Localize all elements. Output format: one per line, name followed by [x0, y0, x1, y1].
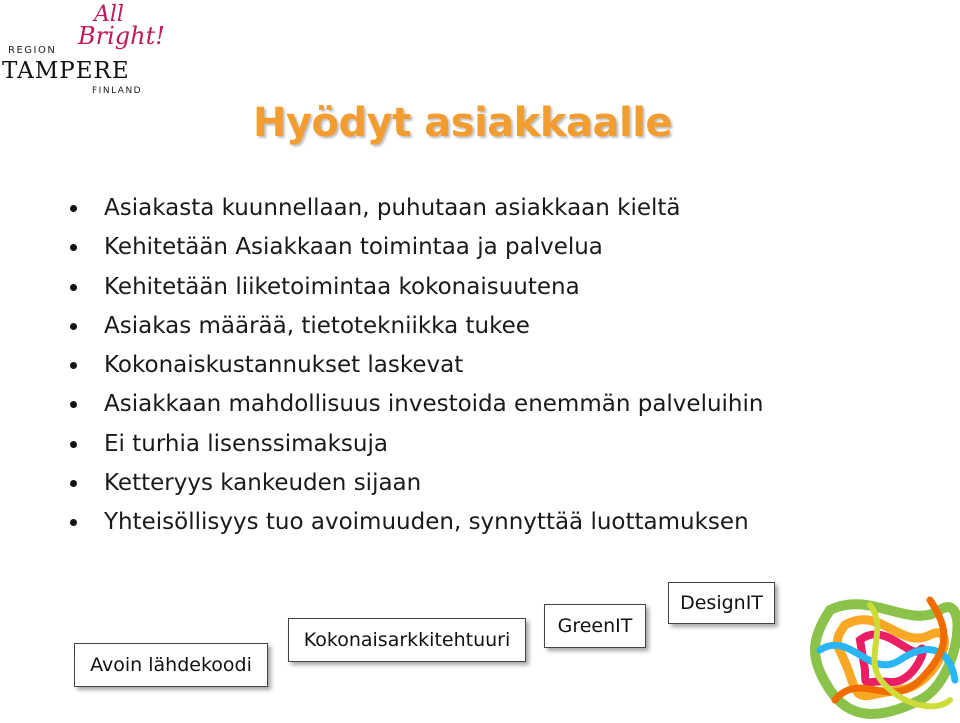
- list-item: [66, 425, 763, 464]
- list-item: [66, 189, 763, 228]
- list-item-text: Kehitetään Asiakkaan toimintaa ja palvelua: [104, 234, 603, 261]
- slide-title: Hyödyt asiakkaalle: [253, 100, 673, 146]
- logo-finland-text: FINLAND: [92, 86, 143, 96]
- bullet-dot-icon: [70, 519, 77, 526]
- list-item-text: Yhteisöllisyys tuo avoimuuden, synnyttää luottamuksen: [104, 509, 749, 536]
- logo-bright-text: Bright!: [78, 22, 165, 50]
- list-item-text: Asiakkaan mahdollisuus investoida enemmän palveluihin: [104, 391, 764, 418]
- list-item-text: Asiakas määrää, tietotekniikka tukee: [104, 312, 530, 339]
- list-item: [66, 346, 763, 385]
- designit-box: DesignIT: [668, 582, 775, 624]
- list-item-text: Ei turhia lisenssimaksuja: [104, 430, 388, 457]
- list-item: [66, 268, 763, 307]
- bullet-dot-icon: [70, 205, 77, 212]
- region-tampere-logo: [0, 0, 170, 100]
- kokonaisarkkitehtuuri-box: Kokonaisarkkitehtuuri: [288, 618, 526, 662]
- logo-all-text: All: [94, 2, 124, 27]
- list-item: [66, 503, 763, 542]
- greenit-box: GreenIT: [544, 604, 646, 648]
- bullet-dot-icon: [70, 323, 77, 330]
- bullet-dot-icon: [70, 401, 77, 408]
- colorful-decoration-graphic: [810, 590, 960, 723]
- bullet-dot-icon: [70, 441, 77, 448]
- bullet-dot-icon: [70, 244, 77, 251]
- list-item: [66, 307, 763, 346]
- list-item-text: Ketteryys kankeuden sijaan: [104, 470, 422, 497]
- list-item: [66, 385, 763, 424]
- bullet-dot-icon: [70, 480, 77, 487]
- benefits-list: [66, 189, 763, 543]
- bullet-dot-icon: [70, 362, 77, 369]
- list-item: [66, 228, 763, 267]
- list-item-text: Kokonaiskustannukset laskevat: [104, 352, 464, 379]
- bullet-dot-icon: [70, 284, 77, 291]
- logo-region-text: REGION: [8, 45, 57, 56]
- logo-tampere-text: TAMPERE: [2, 58, 130, 84]
- list-item-text: Kehitetään liiketoimintaa kokonaisuutena: [104, 273, 580, 300]
- avoin-lahdekoodi-box: Avoin lähdekoodi: [74, 643, 268, 687]
- all-bright-logo: [74, 2, 164, 52]
- list-item: [66, 464, 763, 503]
- list-item-text: Asiakasta kuunnellaan, puhutaan asiakkaan kieltä: [104, 195, 681, 221]
